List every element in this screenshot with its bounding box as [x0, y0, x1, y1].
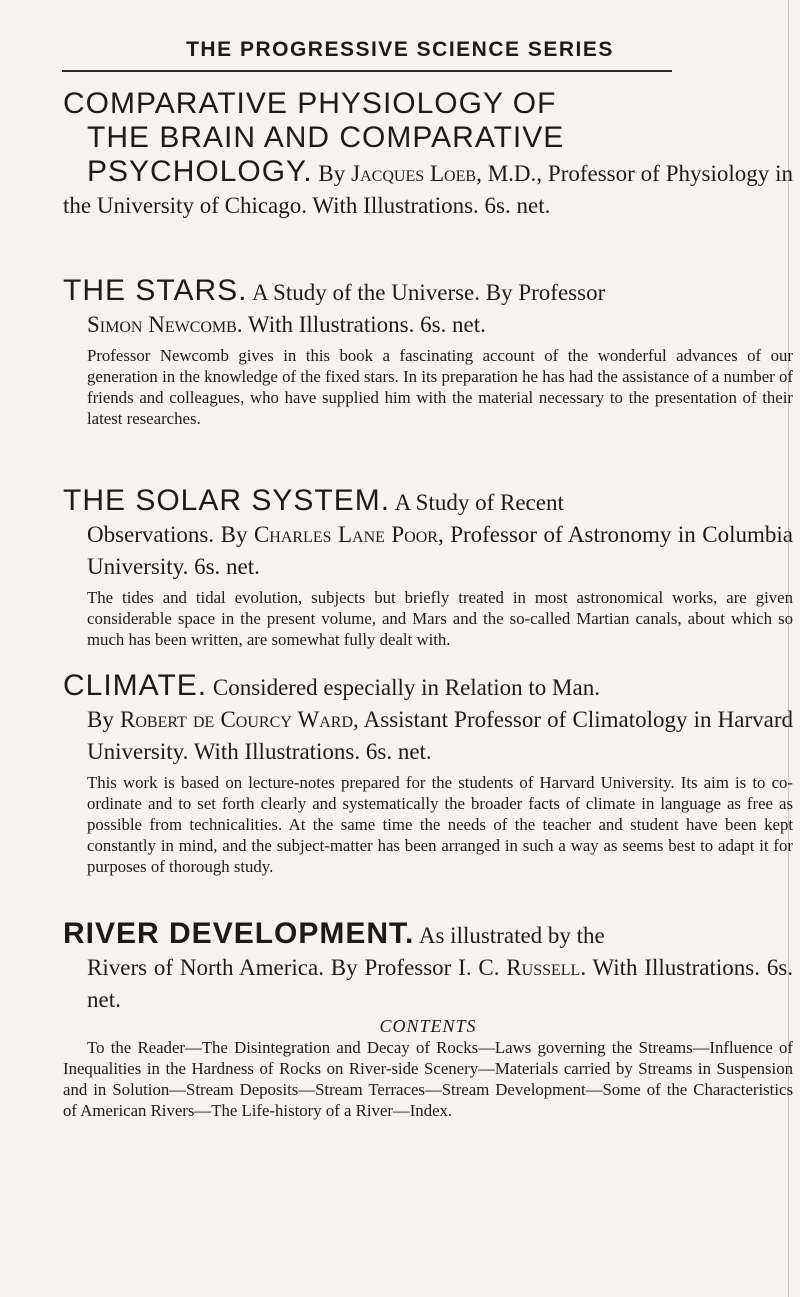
author-name: Jacques Loeb: [351, 161, 477, 186]
author-name: Robert de Courcy Ward: [120, 707, 354, 732]
entry-title: RIVER DEVELOPMENT. As illustrated by the: [63, 917, 605, 950]
author-name: Charles Lane Poor: [253, 522, 438, 547]
entry-river-development: [63, 918, 793, 1121]
entry-climate: [63, 670, 793, 877]
entry-title: COMPARATIVE PHYSIOLOGY OF THE BRAIN AND COMPARATIVE PSYCHOLOGY. By Jacques Loeb, M.D., Professor of Physiology in the University of Chicago. With Illustrations. 6s. net.: [63, 87, 794, 218]
entry-solar-system: [63, 485, 793, 650]
author-name: I. C. Russell: [458, 955, 581, 980]
entry-the-stars: [63, 275, 793, 429]
entry-comparative-physiology: [63, 88, 793, 222]
entry-byline: Simon Newcomb. With Illustrations. 6s. net.: [87, 312, 486, 337]
contents-list: To the Reader—The Disintegration and Decay of Rocks—Laws governing the Streams—Influence of Inequalities in the Hardness of Rocks on River-side Scenery—Materials carried by Streams in Suspension and in Solution—Stream Deposits—Stream Terraces—Stream Development—Some of the Characteristics of American Rivers—The Life-history of a River—Index.: [63, 1038, 793, 1120]
entry-description: The tides and tidal evolution, subjects but briefly treated in most astronomical works, are given considerable space in the present volume, and Mars and the so-called Martian canals, about which so much has been written, are somewhat fully dealt with.: [87, 588, 793, 649]
author-name: Simon Newcomb: [87, 312, 237, 337]
entry-byline: By Robert de Courcy Ward, Assistant Professor of Climatology in Harvard University. With Illustrations. 6s. net.: [87, 707, 794, 764]
entry-title: THE SOLAR SYSTEM. A Study of Recent: [63, 484, 564, 517]
running-head: THE PROGRESSIVE SCIENCE SERIES: [186, 38, 614, 61]
entry-title: CLIMATE. Considered especially in Relation to Man.: [63, 669, 600, 702]
entry-byline: Rivers of North America. By Professor I. C. Russell. With Illustrations. 6s. net.: [87, 955, 794, 1012]
entry-description: Professor Newcomb gives in this book a fascinating account of the wonderful advances of our generation in the knowledge of the fixed stars. In its preparation he has had the assistance of a number of friends and colleagues, who have supplied him with the material necessary to the presentation of their latest researches.: [87, 346, 793, 428]
contents-heading: CONTENTS: [379, 1016, 477, 1036]
entry-description: This work is based on lecture-notes prepared for the students of Harvard University. Its aim is to co-ordinate and to set forth clearly and systematically the broader facts of climate in language as free as possible from technicalities. At the same time the needs of the teacher and student have been kept constantly in mind, and the subject-matter has been arranged in such a way as seems best to adapt it for purposes of thorough study.: [87, 773, 793, 876]
header-rule: [62, 70, 672, 72]
entry-title: THE STARS. A Study of the Universe. By Professor: [63, 274, 606, 307]
entry-byline: Observations. By Charles Lane Poor, Professor of Astronomy in Columbia University. 6s. net.: [87, 522, 793, 579]
